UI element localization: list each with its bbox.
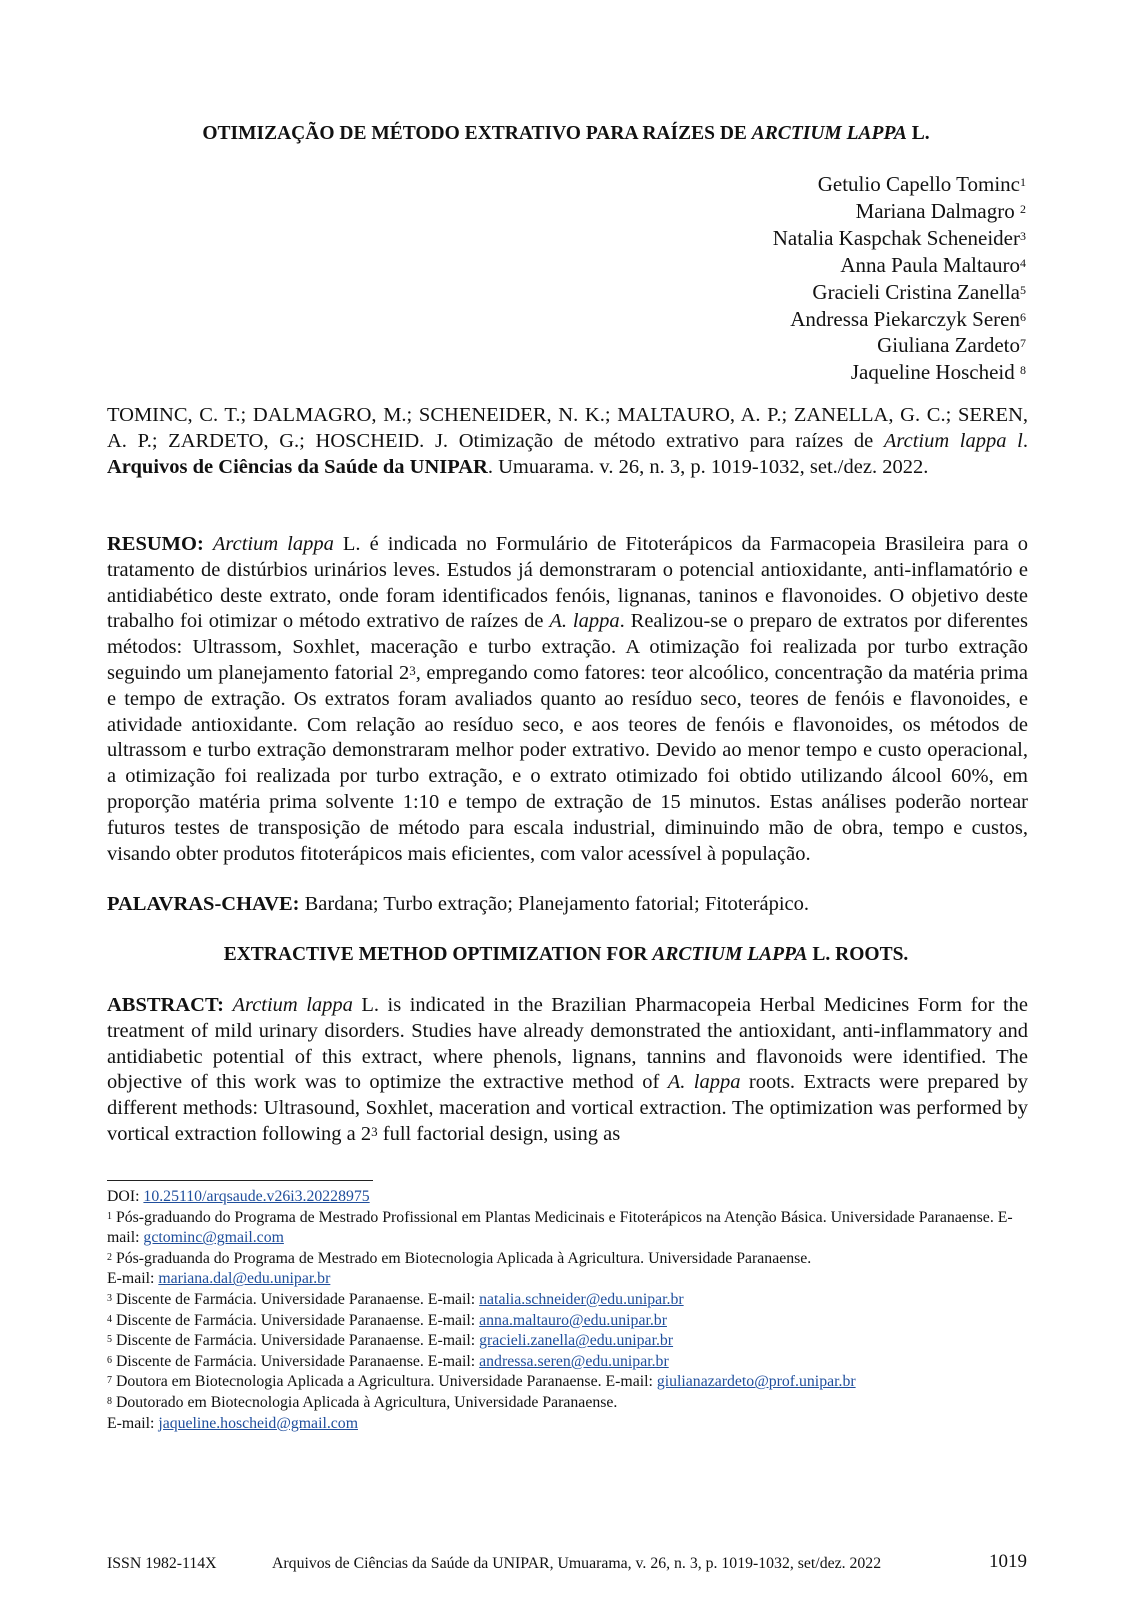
author: Anna Paula Maltauro$^4$ <box>840 252 1026 277</box>
journal-reference: Arquivos de Ciências da Saúde da UNIPAR, Umuarama, v. 26, n. 3, p. 1019-1032, set/dez. 2022 <box>272 1555 882 1572</box>
footnote: $^6$ Discente de Farmácia. Universidade Paranaense. E-mail: andressa.seren@edu.unipar.br <box>107 1352 669 1370</box>
author: Giuliana Zardeto$^7$ <box>877 333 1026 358</box>
footnote-divider <box>107 1180 373 1181</box>
email-link[interactable]: giulianazardeto@prof.unipar.br <box>656 1373 856 1391</box>
issn: ISSN 1982-114X <box>107 1555 217 1572</box>
email-link[interactable]: mariana.dal@edu.unipar.br <box>158 1270 331 1288</box>
author: Andressa Piekarczyk Seren$^6$ <box>790 306 1026 331</box>
footnote: $^8$ Doutorado em Biotecnologia Aplicada à Agricultura, Universidade Paranaense. E-mail: jaqueline.hoscheid@gmail.com <box>107 1393 618 1432</box>
footnote: $^3$ Discente de Farmácia. Universidade Paranaense. E-mail: natalia.schneider@edu.unipar.br <box>107 1290 684 1308</box>
resumo-label: RESUMO: <box>107 533 204 555</box>
email-link[interactable]: gctominc@gmail.com <box>143 1229 284 1247</box>
email-link[interactable]: andressa.seren@edu.unipar.br <box>479 1352 669 1370</box>
doi-line: DOI: 10.25110/arqsaude.v26i3.20228975 <box>107 1188 370 1205</box>
abstract-label: ABSTRACT: <box>107 994 224 1016</box>
footnote: $^1$ Pós-graduando do Programa de Mestrado Profissional em Plantas Medicinais e Fitoterápicos na Atenção Básica. Universidade Paranaense. E-mail: gctominc@gmail.com <box>107 1208 1013 1247</box>
footnotes <box>107 1187 1037 1434</box>
author: Getulio Capello Tominc$^1$ <box>817 172 1026 196</box>
email-link[interactable]: jaqueline.hoscheid@gmail.com <box>158 1414 358 1432</box>
article-title-en: EXTRACTIVE METHOD OPTIMIZATION FOR ARCTIUM LAPPA L. ROOTS. <box>223 944 909 965</box>
footnote: $^2$ Pós-graduanda do Programa de Mestrado em Biotecnologia Aplicada à Agricultura. Universidade Paranaense. E-mail: mariana.dal@edu.unipar.br <box>107 1249 812 1288</box>
author-list <box>773 171 1026 386</box>
author: Natalia Kaspchak Scheneider$^3$ <box>772 225 1026 250</box>
footnote: $^5$ Discente de Farmácia. Universidade Paranaense. E-mail: gracieli.zanella@edu.unipar.br <box>107 1332 674 1350</box>
author: Mariana Dalmagro $^2$ <box>855 198 1026 223</box>
author: Jaqueline Hoscheid $^8$ <box>850 360 1026 385</box>
keywords-label: PALAVRAS-CHAVE: <box>107 893 300 915</box>
email-link[interactable]: anna.maltauro@edu.unipar.br <box>479 1311 667 1329</box>
footnote: $^4$ Discente de Farmácia. Universidade Paranaense. E-mail: anna.maltauro@edu.unipar.br <box>107 1311 667 1329</box>
resumo-paragraph: RESUMO: Arctium lappa L. é indicada no Formulário de Fitoterápicos da Farmacopeia Brasileira para o tratamento de distúrbios urinários leves. Estudos já demonstraram o potencial antioxidante, anti-inflamatório e antidiabético deste extrato, onde foram identificados fenóis, lignanas, taninos e flavonoides. O objetivo deste trabalho foi otimizar o método extrativo de raízes de A. lappa. Realizou-se o preparo de extratos por diferentes métodos: Ultrassom, Soxhlet, maceração e turbo extração. A otimização foi realizada por turbo extração seguindo um planejamento fatorial $2^3$, empregando como fatores: teor alcoólico, concentração da matéria prima e tempo de extração. Os extratos foram avaliados quanto ao resíduo seco, teores de fenóis e flavonoides, e atividade antioxidante. Com relação ao resíduo seco, e aos teores de fenóis e flavonoides, os métodos de ultrassom e turbo extração demonstraram melhor poder extrativo. Devido ao menor tempo e custo operacional, a otimização foi realizada por turbo extração, e o extrato otimizado foi obtido utilizando álcool 60%, em proporção matéria prima solvente 1:10 e tempo de extração de 15 minutos. Estas análises poderão nortear futuros testes de transposição de método para escala industrial, diminuindo mão de obra, tempo e custos, visando obter produtos fitoterápicos mais eficientes, com valor acessível à população. <box>107 533 1029 865</box>
abstract-paragraph: ABSTRACT: Arctium lappa L. is indicated in the Brazilian Pharmacopeia Herbal Medicines Form for the treatment of mild urinary disorders. Studies have already demonstrated the antioxidant, anti-inflammatory and antidiabetic potential of this extract, where phenols, lignans, tannins and flavonoids were identified. The objective of this work was to optimize the extractive method of A. lappa roots. Extracts were prepared by different methods: Ultrasound, Soxhlet, maceration and vortical extraction. The optimization was performed by vortical extraction following a $2^3$ full factorial design, using as <box>107 994 1029 1145</box>
doi-link[interactable]: 10.25110/arqsaude.v26i3.20228975 <box>143 1188 370 1205</box>
article-title-pt: OTIMIZAÇÃO DE MÉTODO EXTRATIVO PARA RAÍZES DE ARCTIUM LAPPA L. <box>202 123 930 144</box>
author: Gracieli Cristina Zanella$^5$ <box>812 279 1026 304</box>
citation: TOMINC, C. T.; DALMAGRO, M.; SCHENEIDER, N. K.; MALTAURO, A. P.; ZANELLA, G. C.; SEREN, A. P.; ZARDETO, G.; HOSCHEID. J. Otimização de método extrativo para raízes de Arctium lappa l. Arquivos de Ciências da Saúde da UNIPAR. Umuarama. v. 26, n. 3, p. 1019-1032, set./dez. 2022. <box>107 404 1028 478</box>
keywords: PALAVRAS-CHAVE: Bardana; Turbo extração; Planejamento fatorial; Fitoterápico. <box>107 893 810 915</box>
email-link[interactable]: gracieli.zanella@edu.unipar.br <box>479 1332 674 1350</box>
page-number: 1019 <box>989 1551 1027 1572</box>
email-link[interactable]: natalia.schneider@edu.unipar.br <box>479 1290 684 1308</box>
footnote: $^7$ Doutora em Biotecnologia Aplicada a Agricultura. Universidade Paranaense. E-mail: giulianazardeto@prof.unipar.br <box>107 1373 856 1391</box>
